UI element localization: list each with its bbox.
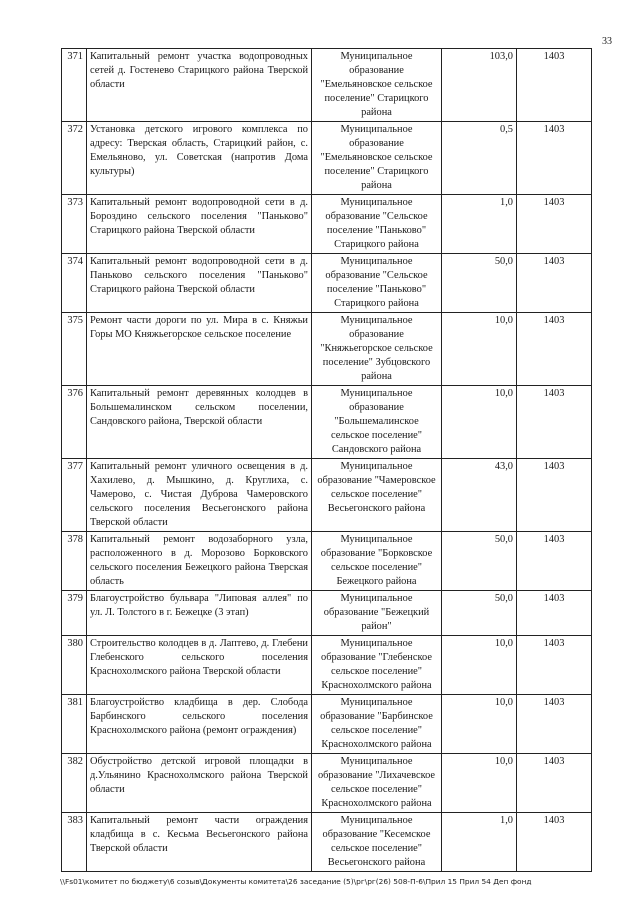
project-name: Капитальный ремонт участка водопроводных сетей д. Гостенево Старицкого района Тверской области [87,49,312,122]
table-row [62,313,592,386]
row-number: 379 [62,591,87,636]
project-name: Капитальный ремонт деревянных колодцев в Большемалинском сельском поселении, Сандовского района, Тверской области [87,386,312,459]
amount: 50,0 [442,591,517,636]
row-number: 374 [62,254,87,313]
amount: 10,0 [442,313,517,386]
row-number: 376 [62,386,87,459]
row-number: 383 [62,813,87,872]
amount: 10,0 [442,386,517,459]
amount: 10,0 [442,754,517,813]
amount: 1,0 [442,195,517,254]
budget-code: 1403 [517,813,592,872]
row-number: 373 [62,195,87,254]
recipient: Муниципальное образование "Чамеровское сельское поселение" Весьегонского района [312,459,442,532]
budget-code: 1403 [517,532,592,591]
project-name: Капитальный ремонт части ограждения кладбища в с. Кесьма Весьегонского района Тверской области [87,813,312,872]
budget-code: 1403 [517,591,592,636]
row-number: 378 [62,532,87,591]
row-number: 377 [62,459,87,532]
project-name: Ремонт части дороги по ул. Мира в с. Княжьи Горы МО Княжьегорское сельское поселение [87,313,312,386]
project-name: Строительство колодцев в д. Лаптево, д. Глебени Глебенского сельского поселения Краснохолмского района Тверской области [87,636,312,695]
amount: 103,0 [442,49,517,122]
amount: 0,5 [442,122,517,195]
row-number: 375 [62,313,87,386]
project-name: Капитальный ремонт водопроводной сети в д. Бороздино сельского поселения "Паньково" Старицкого района Тверской области [87,195,312,254]
recipient: Муниципальное образование "Барбинское сельское поселение" Краснохолмского района [312,695,442,754]
table-row [62,695,592,754]
row-number: 380 [62,636,87,695]
project-name: Благоустройство бульвара "Липовая аллея" по ул. Л. Толстого в г. Бежецке (3 этап) [87,591,312,636]
table-row [62,254,592,313]
budget-code: 1403 [517,695,592,754]
table-row [62,813,592,872]
table-row [62,386,592,459]
budget-code: 1403 [517,754,592,813]
recipient: Муниципальное образование "Сельское поселение "Паньково" Старицкого района [312,254,442,313]
recipient: Муниципальное образование "Сельское поселение "Паньково" Старицкого района [312,195,442,254]
project-name: Обустройство детской игровой площадки в д.Ульянино Краснохолмского района Тверской области [87,754,312,813]
amount: 43,0 [442,459,517,532]
budget-code: 1403 [517,122,592,195]
recipient: Муниципальное образование "Большемалинское сельское поселение" Сандовского района [312,386,442,459]
table-row [62,122,592,195]
table-row [62,49,592,122]
recipient: Муниципальное образование "Глебенское сельское поселение" Краснохолмского района [312,636,442,695]
row-number: 381 [62,695,87,754]
budget-code: 1403 [517,459,592,532]
budget-code: 1403 [517,636,592,695]
amount: 1,0 [442,813,517,872]
file-path-footer: \\Fs01\комитет по бюджету\6 созыв\Документы комитета\26 заседание (5)\рг\рг(26) 508-П-6\Прил 15 Прил 54 Деп фонд [60,877,532,886]
recipient: Муниципальное образование "Кесемское сельское поселение" Весьегонского района [312,813,442,872]
recipient: Муниципальное образование "Княжьегорское сельское поселение" Зубцовского района [312,313,442,386]
recipient: Муниципальное образование "Бежецкий район" [312,591,442,636]
table-row [62,591,592,636]
recipient: Муниципальное образование "Емельяновское сельское поселение" Старицкого района [312,49,442,122]
page-number: 33 [602,36,612,47]
project-name: Капитальный ремонт уличного освещения в д. Хахилево, д. Мышкино, д. Круглиха, с. Чамерово, с. Чистая Дуброва Чамеровского сельского поселения Весьегонского района Тверской области [87,459,312,532]
amount: 10,0 [442,636,517,695]
table-row [62,459,592,532]
budget-code: 1403 [517,49,592,122]
budget-code: 1403 [517,386,592,459]
table-row [62,532,592,591]
recipient: Муниципальное образование "Борковское сельское поселение" Бежецкого района [312,532,442,591]
recipient: Муниципальное образование "Емельяновское сельское поселение" Старицкого района [312,122,442,195]
table-row [62,636,592,695]
table-row [62,754,592,813]
row-number: 371 [62,49,87,122]
budget-table [61,48,592,872]
row-number: 372 [62,122,87,195]
recipient: Муниципальное образование "Лихачевское сельское поселение" Краснохолмского района [312,754,442,813]
amount: 50,0 [442,532,517,591]
project-name: Капитальный ремонт водозаборного узла, расположенного в д. Морозово Борковского сельского поселения Бежецкого района Тверская область [87,532,312,591]
budget-code: 1403 [517,313,592,386]
project-name: Капитальный ремонт водопроводной сети в д. Паньково сельского поселения "Паньково" Старицкого района Тверской области [87,254,312,313]
row-number: 382 [62,754,87,813]
budget-code: 1403 [517,254,592,313]
budget-code: 1403 [517,195,592,254]
project-name: Благоустройство кладбища в дер. Слобода Барбинского сельского поселения Краснохолмского района (ремонт ограждения) [87,695,312,754]
amount: 10,0 [442,695,517,754]
amount: 50,0 [442,254,517,313]
table-row [62,195,592,254]
project-name: Установка детского игрового комплекса по адресу: Тверская область, Старицкий район, с. Емельяново, ул. Советская (напротив Дома культуры) [87,122,312,195]
